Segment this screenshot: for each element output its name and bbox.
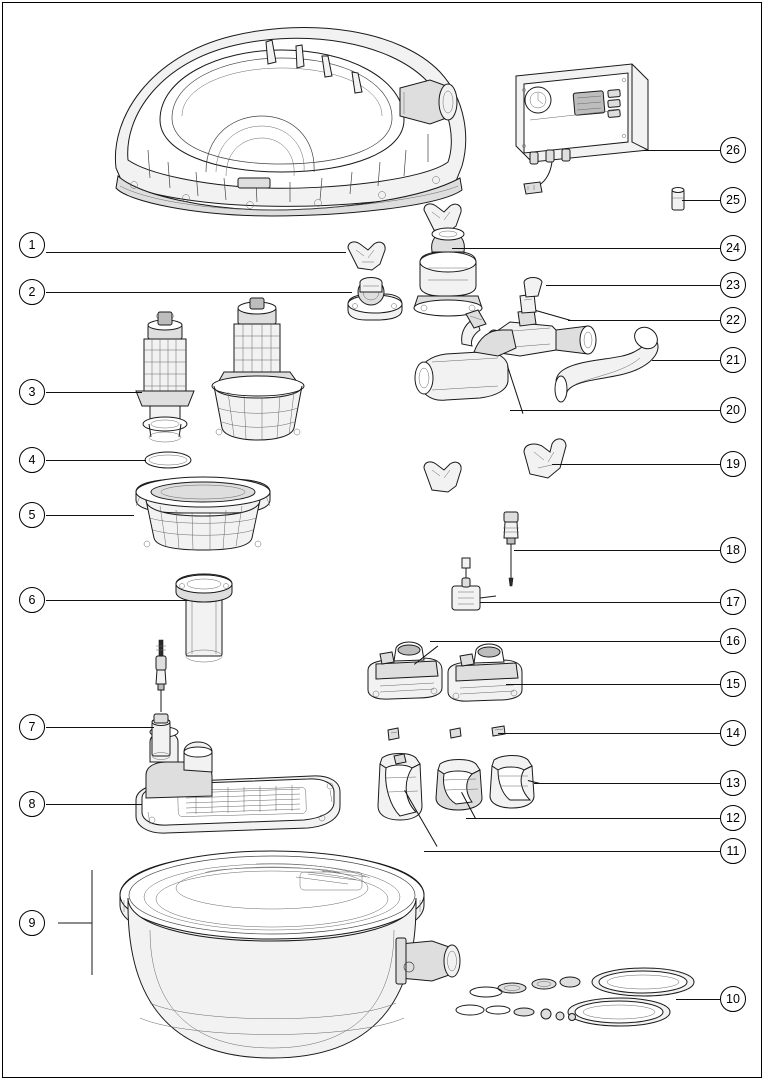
callout-20[interactable]: 20 [720,397,746,423]
part-elbow-pipe-assembly [415,310,516,400]
part-screw-fastener [388,726,505,740]
callout-1[interactable]: 1 [19,232,45,258]
leader-11-angled [404,790,437,847]
leader-7 [46,727,154,728]
leader-16-angled [414,646,438,665]
sheet-border [2,2,762,1078]
callout-6[interactable]: 6 [19,587,45,613]
leader-23 [546,285,720,286]
part-basket-strainer [136,477,270,550]
leader-22-angled [536,310,571,321]
part-lower-tray-plate [136,727,340,833]
part-inline-valve-body [486,278,596,359]
leader-25 [682,200,720,201]
part-mounting-bracket-large [524,439,566,478]
leader-26 [644,150,720,151]
part-filter-cartridge-assembly [136,298,304,442]
part-hose-clamp-b [436,760,482,811]
leader-21 [652,360,720,361]
part-pump-head-elbow [414,228,482,316]
leader-11 [424,851,720,852]
callout-15[interactable]: 15 [720,671,746,697]
part-mounting-bracket-small [424,462,461,492]
callout-23[interactable]: 23 [720,272,746,298]
leader-20 [510,410,720,411]
leader-2 [46,292,352,293]
leader-17 [480,602,720,603]
part-main-tank-vessel [120,851,460,1058]
callout-22[interactable]: 22 [720,307,746,333]
callout-13[interactable]: 13 [720,770,746,796]
part-flexible-hose [555,323,662,402]
part-manifold-block-right [448,644,522,701]
leader-18 [514,550,720,551]
leader-22 [568,320,720,321]
part-hose-clamp-c [490,756,534,809]
leader-4 [46,460,146,461]
leader-14 [498,733,720,734]
callout-25[interactable]: 25 [720,187,746,213]
callout-17[interactable]: 17 [720,589,746,615]
part-standpipe-tube [176,574,232,662]
part-sensor-probe-sleeve [152,640,170,760]
leader-16 [430,641,720,642]
leader-20-angled [507,366,523,414]
leader-10 [676,999,720,1000]
part-plug-cap [672,188,684,211]
leader-8 [46,804,142,805]
leader-1 [46,252,346,253]
callout-2[interactable]: 2 [19,279,45,305]
callout-3[interactable]: 3 [19,379,45,405]
leader-15 [506,684,720,685]
part-gasket-and-seal-kit [456,968,694,1026]
callout-4[interactable]: 4 [19,447,45,473]
callout-24[interactable]: 24 [720,235,746,261]
callout-21[interactable]: 21 [720,347,746,373]
callout-8[interactable]: 8 [19,791,45,817]
leader-3 [46,392,142,393]
part-valve-actuator-small [348,278,402,321]
part-clamp-bracket-small [348,242,385,270]
leader-12 [466,818,720,819]
part-temperature-probe [503,512,519,586]
leader-6 [46,600,188,601]
leader-13 [534,783,720,784]
callout-19[interactable]: 19 [720,451,746,477]
part-o-ring-seal [145,452,191,468]
leader-12-angled [461,792,476,819]
callout-18[interactable]: 18 [720,537,746,563]
leader-19 [552,464,720,465]
leader-24 [452,248,720,249]
leader-5 [46,515,134,516]
part-bracket-clip [424,204,461,232]
part-upper-dome-lid [115,27,465,216]
callout-12[interactable]: 12 [720,805,746,831]
callout-10[interactable]: 10 [720,986,746,1012]
callout-14[interactable]: 14 [720,720,746,746]
callout-5[interactable]: 5 [19,502,45,528]
callout-9[interactable]: 9 [19,910,45,936]
callout-11[interactable]: 11 [720,838,746,864]
callout-7[interactable]: 7 [19,714,45,740]
callout-16[interactable]: 16 [720,628,746,654]
callout-26[interactable]: 26 [720,137,746,163]
part-control-panel-box [516,64,648,194]
